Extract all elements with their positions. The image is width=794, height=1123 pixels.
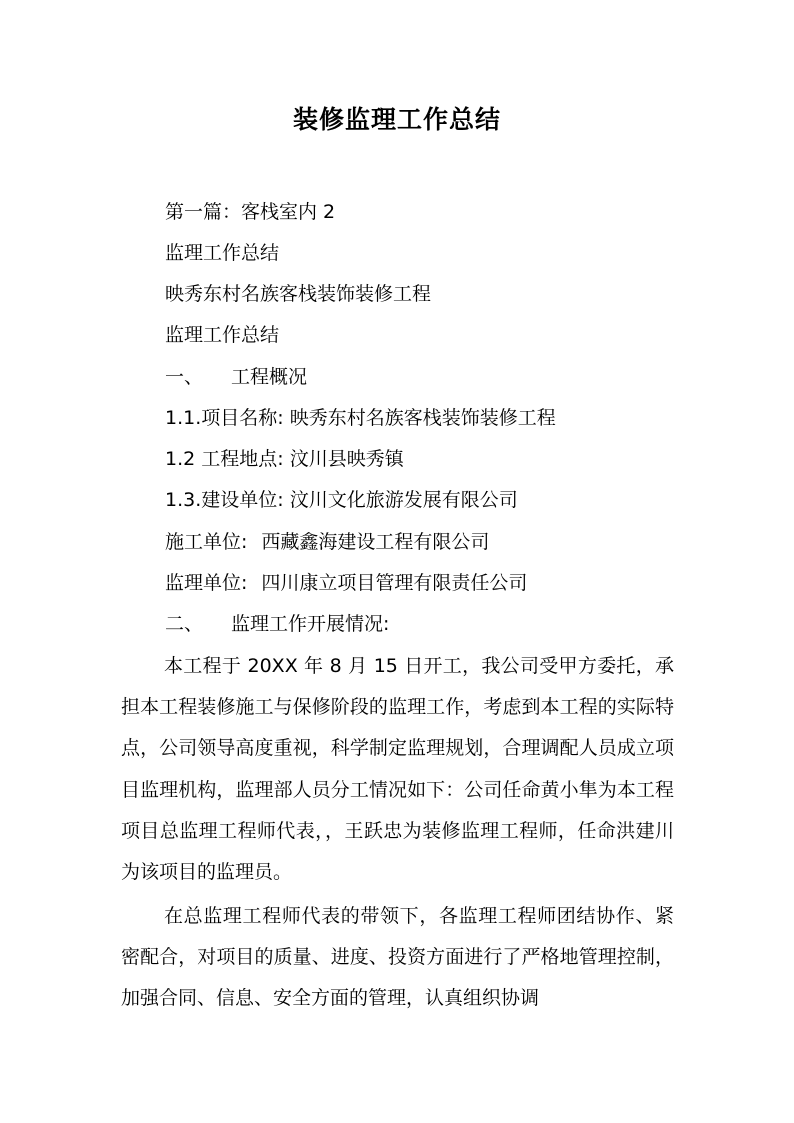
info-owner: 1.3.建设单位: 汶川文化旅游发展有限公司 xyxy=(165,489,518,511)
section-number: 二、 xyxy=(165,613,204,635)
section-title: 监理工作开展情况: xyxy=(231,613,390,635)
info-constructor xyxy=(165,529,489,555)
section-heading-work xyxy=(165,611,389,637)
info-project-name: 1.1.项目名称: 映秀东村名族客栈装饰装修工程 xyxy=(165,407,556,429)
field-label: 施工单位: xyxy=(165,531,248,553)
info-supervisor xyxy=(165,570,527,596)
subtitle-line-2: 监理工作总结 xyxy=(165,324,280,346)
field-label: 监理单位: xyxy=(165,572,248,594)
section-title: 工程概况 xyxy=(231,366,308,388)
section-number: 一、 xyxy=(165,366,204,388)
info-location: 1.2 工程地点: 汶川县映秀镇 xyxy=(165,448,404,470)
field-value: 西藏鑫海建设工程有限公司 xyxy=(261,531,490,553)
subtitle-line: 监理工作总结 xyxy=(165,242,280,264)
section-heading-overview xyxy=(165,364,307,390)
chapter-heading: 第一篇：客栈室内 2 xyxy=(165,201,336,223)
body-paragraph-1: 本工程于 20XX 年 8 月 15 日开工，我公司受甲方委托，承担本工程装修施工与保修阶段的监理工作，考虑到本工程的实际特点，公司领导高度重视，科学制定监理规划，合理调配人员成立项目监理机构，监理部人员分工情况如下：公司任命黄小隼为本工程项目总监理工程师代表，，王跃忠为装修监理工程师，任命洪建川为该项目的监理员。 xyxy=(121,655,674,884)
body-paragraph-2: 在总监理工程师代表的带领下，各监理工程师团结协作、紧密配合，对项目的质量、进度、投资方面进行了严格地管理控制，加强合同、信息、安全方面的管理，认真组织协调 xyxy=(121,905,674,1010)
document-title: 装修监理工作总结 xyxy=(292,105,501,134)
field-value: 四川康立项目管理有限责任公司 xyxy=(261,572,528,594)
project-name-line: 映秀东村名族客栈装饰装修工程 xyxy=(165,283,432,305)
